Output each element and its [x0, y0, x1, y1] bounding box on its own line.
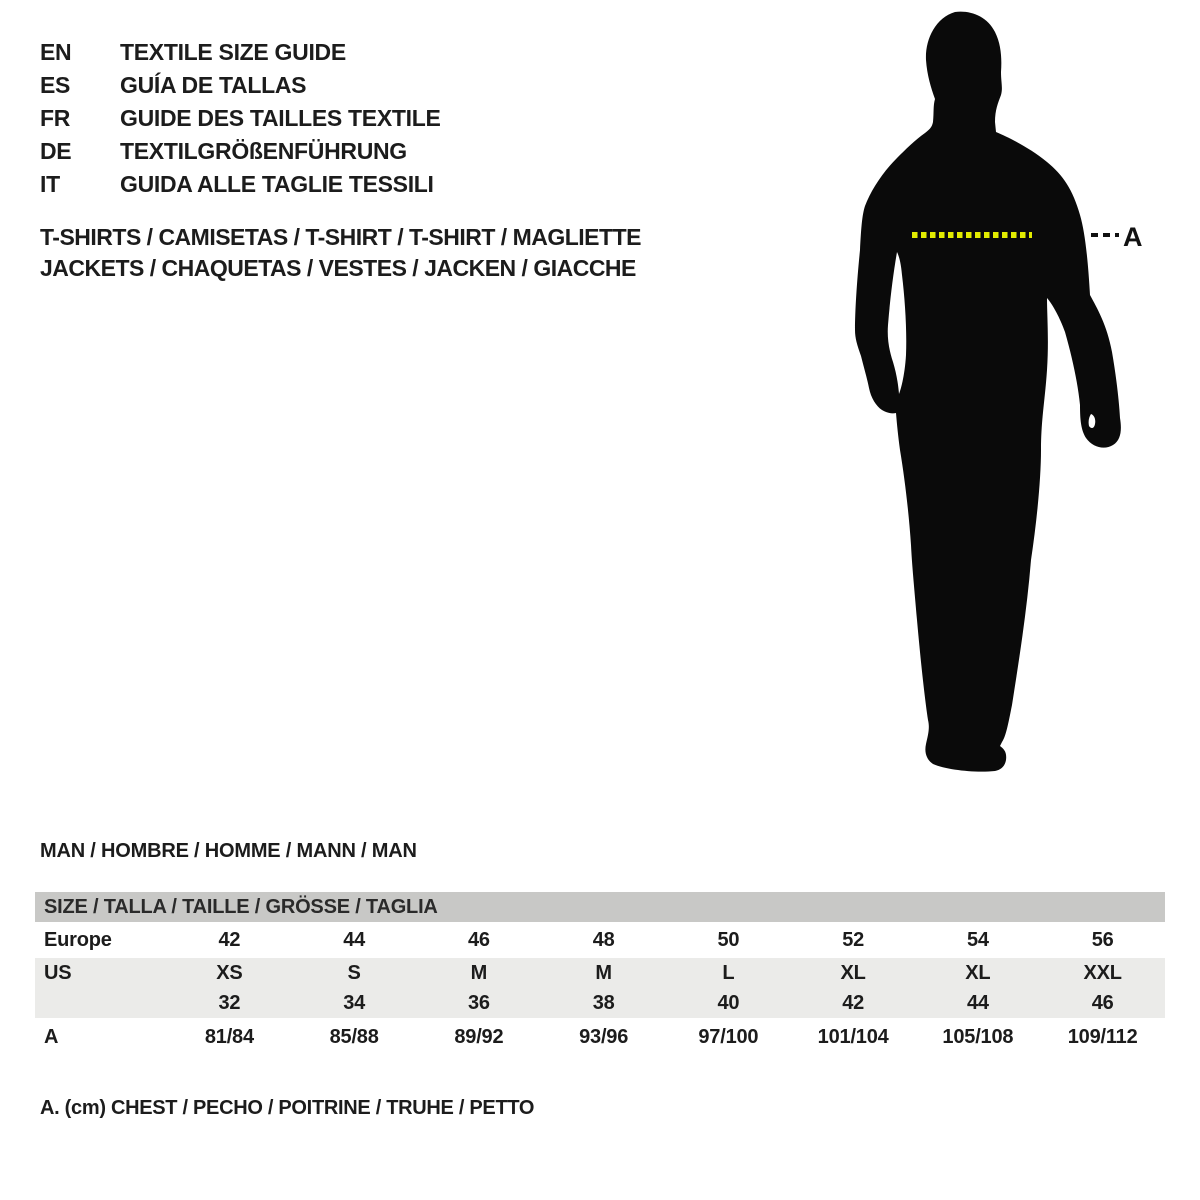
language-code: IT: [40, 171, 60, 197]
size-cell: 105/108: [942, 1025, 1014, 1048]
size-cell: L: [722, 961, 735, 984]
size-cell: 50: [717, 928, 740, 951]
size-cell: 32: [218, 991, 241, 1014]
category-line-tshirts: T-SHIRTS / CAMISETAS / T-SHIRT / T-SHIRT / MAGLIETTE: [40, 224, 641, 250]
size-cell: 44: [343, 928, 366, 951]
size-cell: 44: [966, 991, 989, 1014]
measurement-footnote: A. (cm) CHEST / PECHO / POITRINE / TRUHE / PETTO: [40, 1097, 535, 1119]
language-code: EN: [40, 39, 72, 65]
size-cell: XXL: [1083, 961, 1122, 984]
size-cell: S: [347, 961, 361, 984]
language-row: [40, 102, 441, 135]
size-table: [35, 892, 1165, 1056]
language-row: [40, 135, 441, 168]
measure-label-a: A: [1123, 222, 1143, 252]
size-table-header: SIZE / TALLA / TAILLE / GRÖSSE / TAGLIA: [35, 892, 1165, 922]
language-row: [40, 36, 441, 69]
man-silhouette: [835, 0, 1145, 790]
language-title: GUIDA ALLE TAGLIE TESSILI: [120, 171, 434, 197]
size-cell: 34: [343, 991, 366, 1014]
language-row: [40, 168, 441, 201]
table-row-us-numeric: [35, 988, 1165, 1018]
size-cell: M: [595, 961, 612, 984]
language-title: TEXTILGRÖßENFÜHRUNG: [120, 138, 407, 164]
size-cell: 48: [592, 928, 615, 951]
size-cell: M: [470, 961, 488, 984]
size-cell: 85/88: [329, 1025, 379, 1048]
size-cell: 42: [842, 991, 865, 1014]
size-cell: 109/112: [1067, 1025, 1138, 1048]
section-title: MAN / HOMBRE / HOMME / MANN / MAN: [40, 840, 417, 862]
table-row-chest-a: [35, 1018, 1165, 1056]
size-cell: 46: [1091, 991, 1114, 1014]
man-silhouette-shape: [855, 12, 1121, 772]
table-row-europe: [35, 922, 1165, 958]
size-cell: 54: [966, 928, 989, 951]
language-row: [40, 69, 441, 102]
size-cell: 93/96: [579, 1025, 629, 1048]
size-cell: 81/84: [204, 1025, 254, 1048]
size-cell: 40: [717, 991, 740, 1014]
size-cell: 38: [592, 991, 615, 1014]
row-label: US: [44, 961, 72, 984]
language-title: GUIDE DES TAILLES TEXTILE: [120, 105, 441, 131]
language-title: GUÍA DE TALLAS: [120, 72, 307, 98]
category-line-jackets: JACKETS / CHAQUETAS / VESTES / JACKEN / GIACCHE: [40, 255, 636, 281]
size-cell: 46: [467, 928, 490, 951]
category-lines: [40, 222, 641, 284]
table-row-us: [35, 958, 1165, 988]
language-code: ES: [40, 72, 71, 98]
language-title: TEXTILE SIZE GUIDE: [120, 39, 346, 65]
size-cell: XL: [840, 961, 866, 984]
size-cell: XS: [216, 961, 243, 984]
size-cell: 89/92: [454, 1025, 504, 1048]
row-label: Europe: [44, 928, 112, 951]
size-cell: 52: [842, 928, 865, 951]
row-label: A: [44, 1025, 59, 1048]
size-cell: 101/104: [817, 1025, 889, 1048]
language-title-list: [40, 36, 441, 201]
size-cell: 56: [1091, 928, 1114, 951]
size-cell: 97/100: [698, 1025, 759, 1048]
size-cell: XL: [965, 961, 991, 984]
language-code: FR: [40, 105, 71, 131]
language-code: DE: [40, 138, 72, 164]
size-cell: 36: [467, 991, 490, 1014]
size-cell: 42: [218, 928, 241, 951]
